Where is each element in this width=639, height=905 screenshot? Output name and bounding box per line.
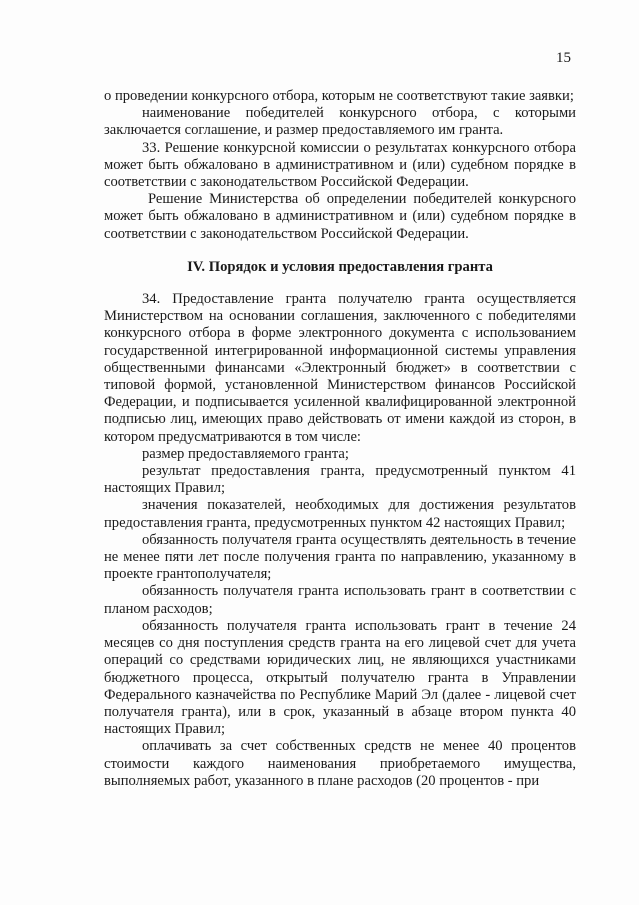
paragraph-34-grant-agreement: 34. Предоставление гранта получателю гранта осуществляется Министерством на основании соглашения, заключенного с победителями конкурсного отбора в форме электронного документа с использованием государственной интегрированной информационной системы управления общественными финансами «Электронный бюджет» в соответствии с типовой формой, установленной Министерством финансов Российской Федерации, и подписывается усиленной квалифицированной электронной подписью лиц, имеющих право действовать от имени каждой из сторон, в котором предусматриваются в том числе: (104, 291, 576, 445)
list-item-activity-obligation: обязанность получателя гранта осуществлять деятельность в течение не менее пяти лет после получения гранта по направлению, указанному в проекте грантополучателя; (104, 531, 576, 583)
list-item-grant-size: размер предоставляемого гранта; (142, 445, 349, 462)
list-item-indicator-values: значения показателей, необходимых для достижения результатов предоставления гранта, предусмотренных пунктом 42 настоящих Правил; (104, 497, 576, 531)
list-item-grant-result: результат предоставления гранта, предусмотренный пунктом 41 настоящих Правил; (104, 463, 576, 497)
list-item-24-months-obligation: обязанность получателя гранта использовать грант в течение 24 месяцев со дня поступления средств гранта на его лицевой счет для учета операций со средствами юридических лиц, не являющихся участниками бюджетного процесса, открытый получателю гранта в Управлении Федерального казначейства по Республике Марий Эл (далее - лицевой счет получателя гранта), или в срок, указанный в абзаце втором пункта 40 настоящих Правил; (104, 617, 576, 738)
paragraph-continuation: о проведении конкурсного отбора, которым не соответствуют такие заявки; (104, 88, 574, 104)
paragraph-33-appeal: 33. Решение конкурсной комиссии о результатах конкурсного отбора может быть обжаловано в административном и (или) судебном порядке в соответствии с законодательством Российской Федерации. (104, 139, 576, 191)
page-number: 15 (556, 50, 571, 66)
document-body (104, 88, 576, 790)
section-heading: IV. Порядок и условия предоставления гранта (187, 258, 493, 275)
list-item-expense-plan-obligation: обязанность получателя гранта использовать грант в соответствии с планом расходов; (104, 583, 576, 617)
paragraph-ministry-decision: Решение Министерства об определении победителей конкурсного может быть обжаловано в административном и (или) судебном порядке в соответствии с законодательством Российской Федерации. (104, 191, 576, 242)
list-item-own-funds-obligation: оплачивать за счет собственных средств не менее 40 процентов стоимости каждого наименования приобретаемого имущества, выполняемых работ, указанного в плане расходов (20 процентов - при (104, 738, 576, 789)
paragraph-winners-name: наименование победителей конкурсного отбора, с которыми заключается соглашение, и размер предоставляемого им гранта. (104, 105, 576, 139)
